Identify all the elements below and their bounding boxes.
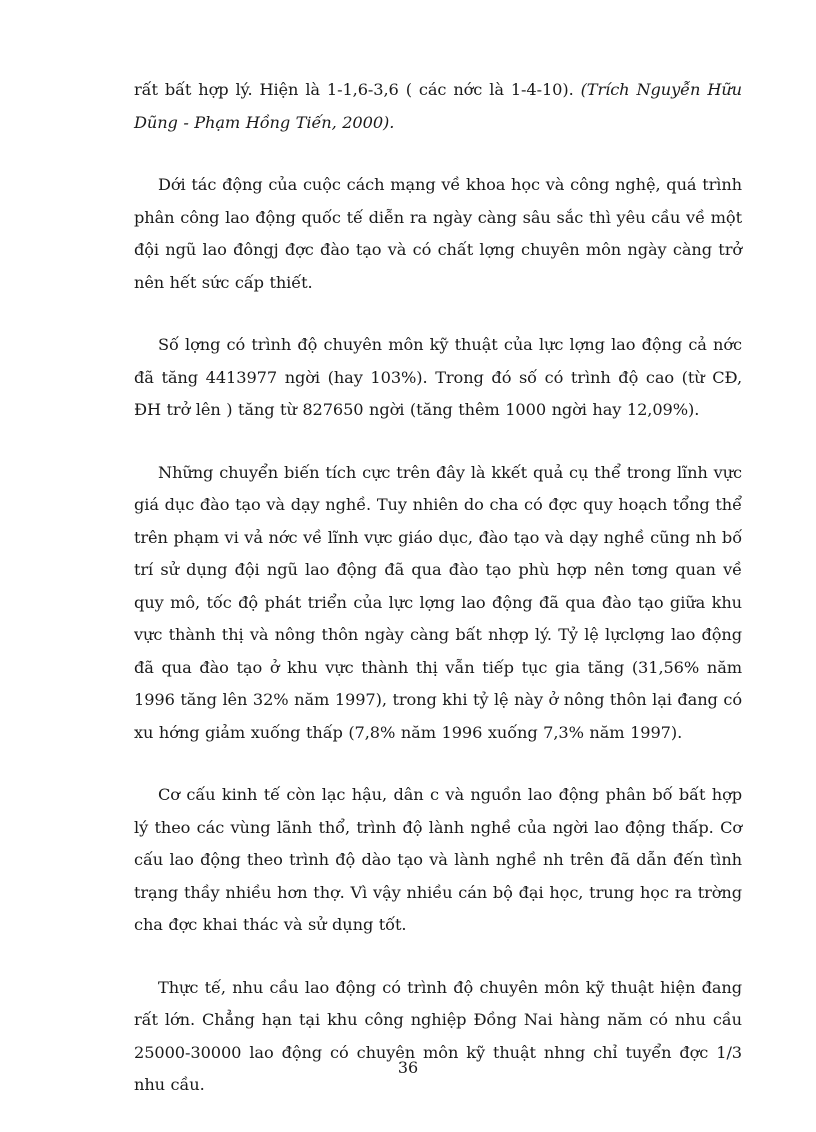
paragraph-education-changes: Những chuyển biến tích cực trên đây là kkết quả cụ thể trong lĩnh vực giá dục đào tạo và dạy nghề. Tuy nhiên do cha có đợc quy hoạch tổng thể trên phạm vi vả nớc về lĩnh vực giáo dục, đào tạo và dạy nghề cũng nh bố trí sử dụng đội ngũ lao động đã qua đào tạo phù hợp nên tơng quan về quy mô, tốc độ phát triển của lực lợng lao động đã qua đào tạo giữa khu vực thành thị và nông thôn ngày càng bất nhợp lý. Tỷ lệ lựclợng lao động đã qua đào tạo ở khu vực thành thị vẫn tiếp tục gia tăng (31,56% năm 1996 tăng lên 32% năm 1997), trong khi tỷ lệ này ở nông thôn lại đang có xu hớng giảm xuống thấp (7,8% năm 1996 xuống 7,3% năm 1997). bbox=[134, 462, 742, 742]
page-body bbox=[134, 74, 742, 1132]
paragraph-text: rất bất hợp lý. Hiện là 1-1,6-3,6 ( các nớc là 1-4-10). bbox=[134, 80, 581, 99]
paragraph-continuation bbox=[134, 74, 742, 139]
paragraph-labor-demand: Thực tế, nhu cầu lao động có trình độ chuyên môn kỹ thuật hiện đang rất lớn. Chẳng hạn tại khu công nghiệp Đồng Nai hàng năm có nhu cầu 25000-30000 lao động có chuyên môn kỹ thuật nhng chỉ tuyển đợc 1/3 nhu cầu. bbox=[134, 977, 742, 1094]
paragraph-technology-impact: Dới tác động của cuộc cách mạng về khoa học và công nghệ, quá trình phân công lao động quốc tế diễn ra ngày càng sâu sắc thì yêu cầu về một đội ngũ lao đôngj đợc đào tạo và có chất lợng chuyên môn ngày càng trở nên hết sức cấp thiết. bbox=[134, 175, 742, 292]
paragraph-labor-statistics: Số lợng có trình độ chuyên môn kỹ thuật của lực lợng lao động cả nớc đã tăng 4413977 ngời (hay 103%). Trong đó số có trình độ cao (từ CĐ, ĐH trở lên ) tăng từ 827650 ngời (tăng thêm 1000 ngời hay 12,09%). bbox=[134, 335, 742, 419]
paragraph-economic-structure: Cơ cấu kinh tế còn lạc hậu, dân c và nguồn lao động phân bố bất hợp lý theo các vùng lãnh thổ, trình độ lành nghề của ngời lao động thấp. Cơ cấu lao động theo trình độ dào tạo và lành nghề nh trên đã dẫn đến tình trạng thầy nhiều hơn thợ. Vì vậy nhiều cán bộ đại học, trung học ra trờng cha đợc khai thác và sử dụng tốt. bbox=[134, 785, 742, 934]
page-number: 36 bbox=[397, 1058, 419, 1077]
citation: (Trích Nguyễn Hữu Dũng - Phạm Hồng Tiến, 2000). bbox=[134, 80, 742, 132]
